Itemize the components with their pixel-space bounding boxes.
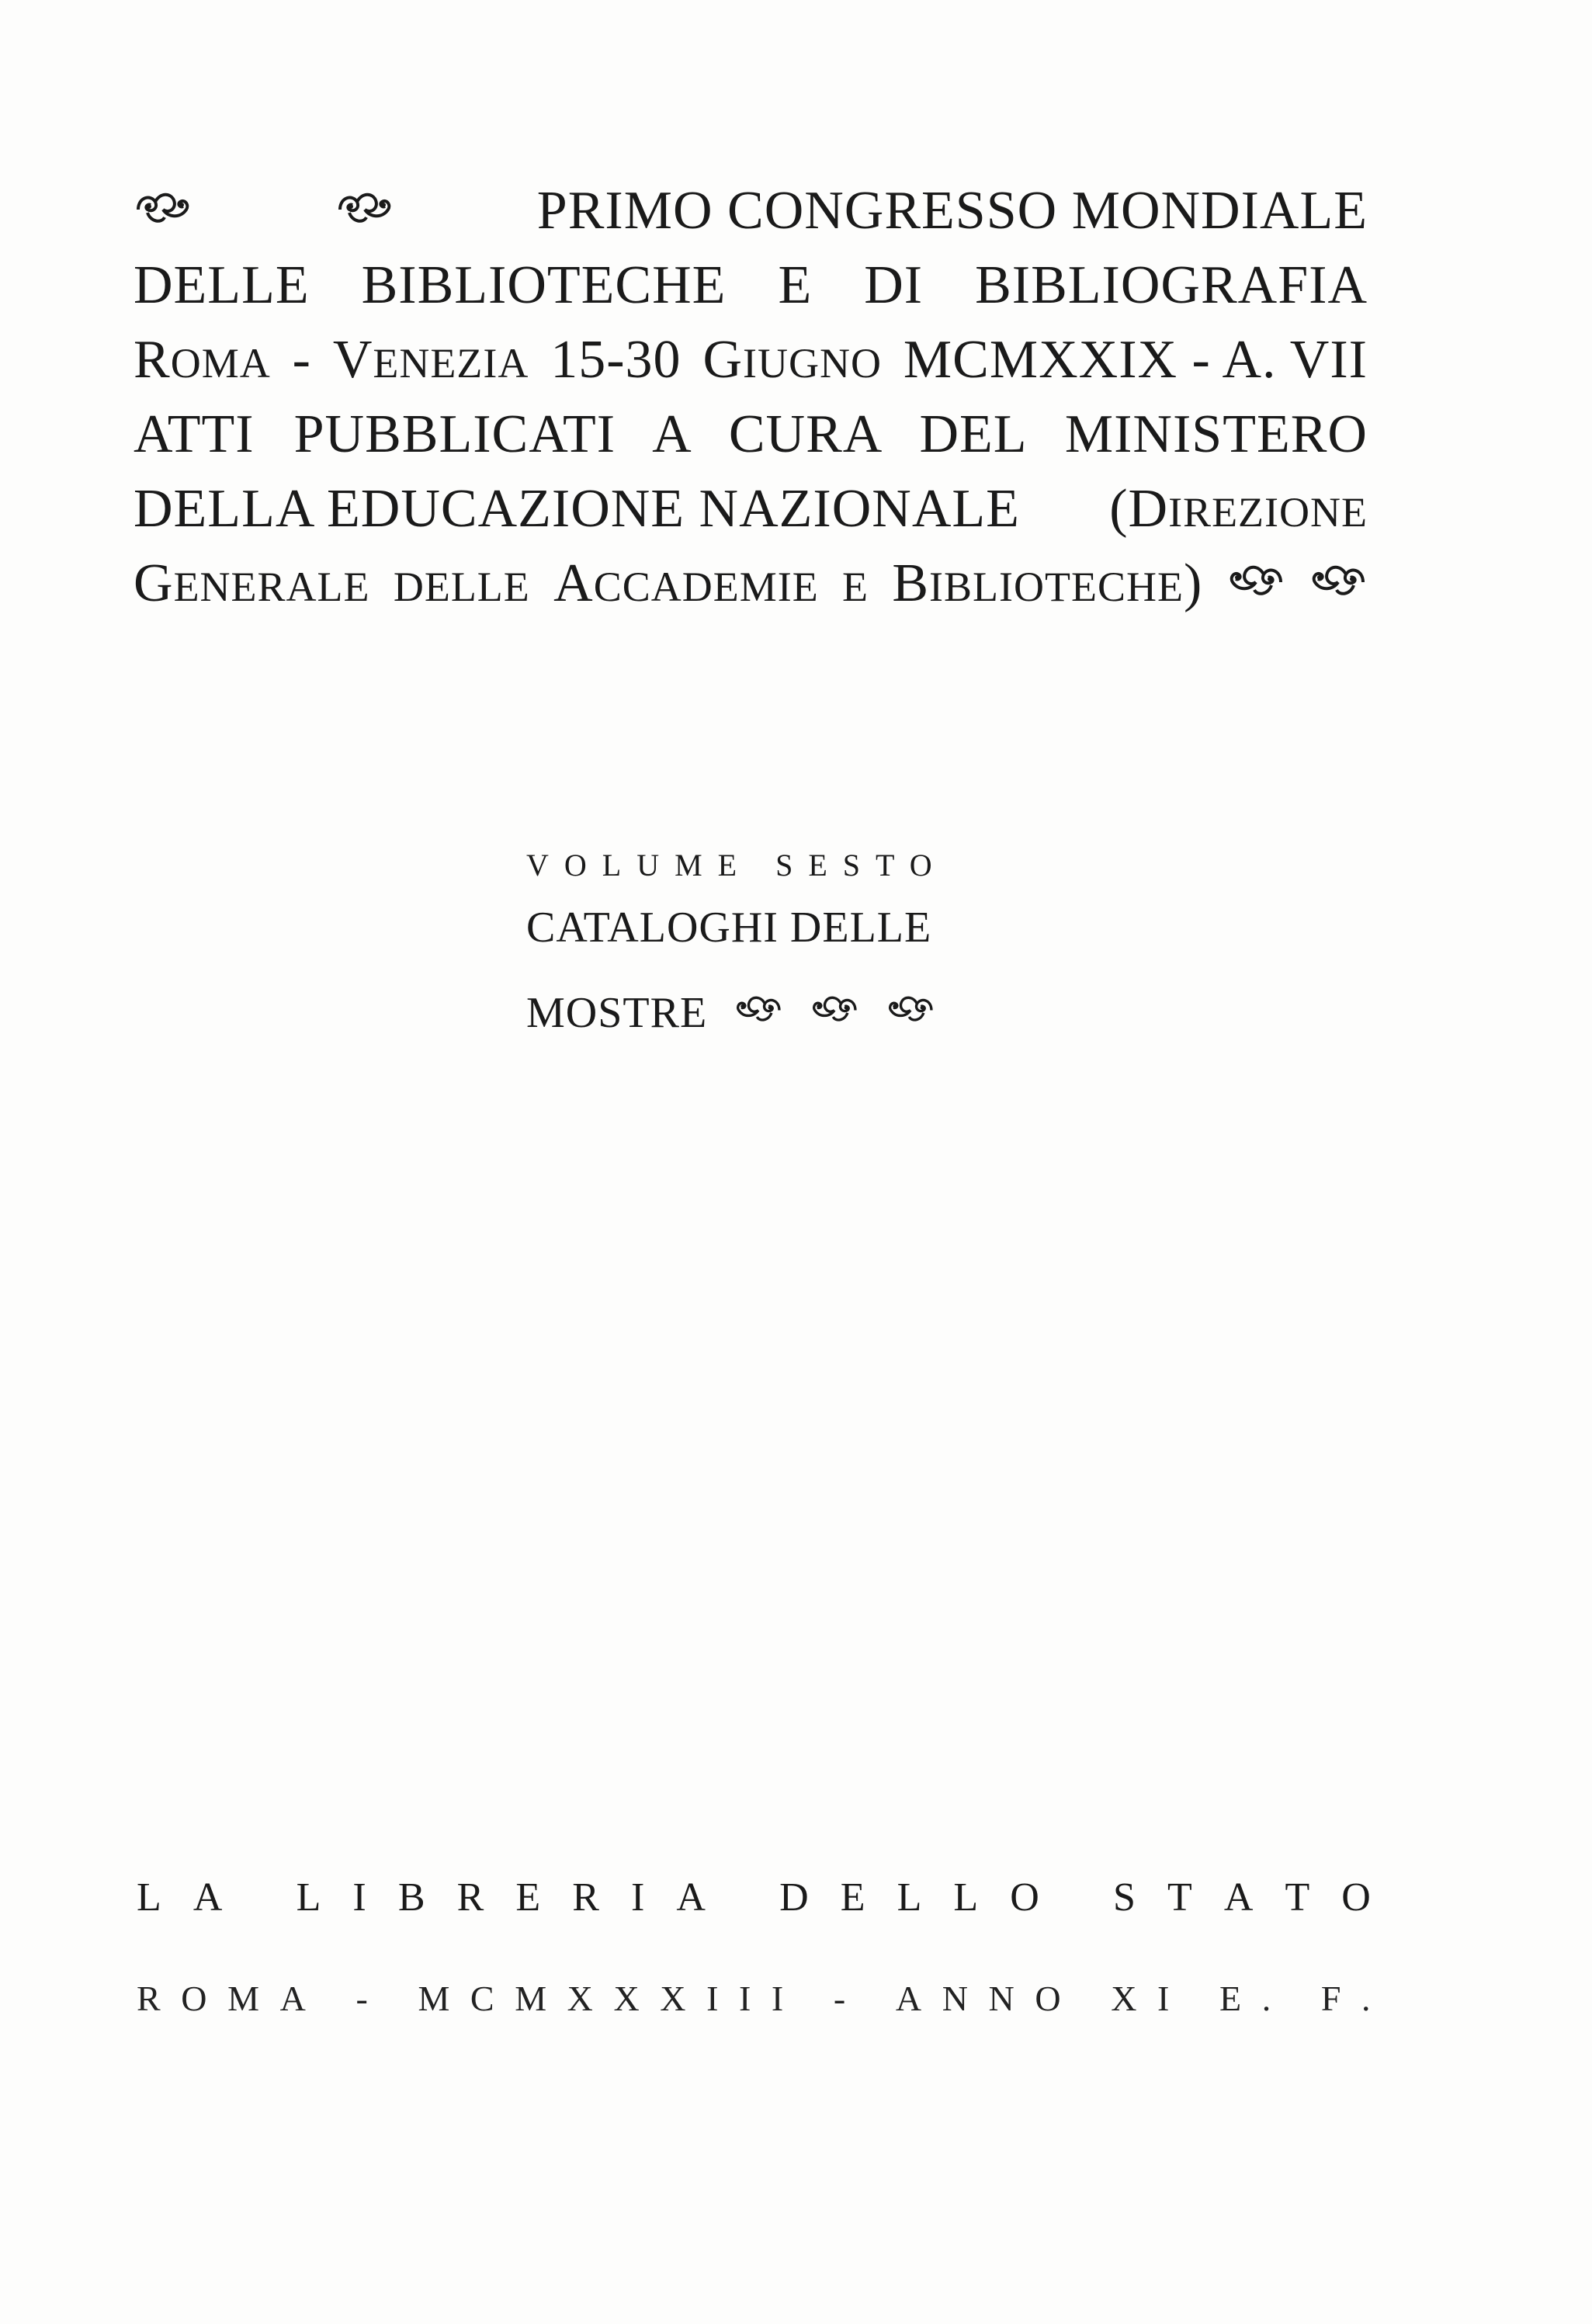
volume-label: VOLUME SESTO	[526, 848, 948, 883]
header-line-5	[134, 481, 1368, 556]
imprint-letter: T	[1167, 1875, 1192, 1920]
imprint-letter: L	[137, 1875, 161, 1920]
imprint-letter: I	[706, 1979, 719, 2018]
imprint-letter: .	[1361, 1979, 1371, 2018]
imprint-letter: O	[1341, 1875, 1371, 1920]
congress-dates: 15-30	[550, 330, 682, 390]
imprint-letter: A	[192, 1875, 223, 1920]
imprint-letter: A	[1223, 1875, 1254, 1920]
accademie-word: ACCADEMIE	[553, 553, 819, 613]
generale-word: GENERALE	[134, 553, 370, 613]
volume-section	[526, 842, 969, 1075]
imprint-letter	[388, 1972, 397, 2034]
imprint-letter: M	[515, 1979, 547, 2018]
header-library-text: DELLE BIBLIOTECHE E DI BIBLIOGRAFIA	[134, 255, 1368, 315]
imprint-letter: O	[1035, 1979, 1061, 2018]
imprint-letter: -	[833, 1979, 846, 2018]
imprint-letter: I	[352, 1875, 366, 1920]
imprint-letter: X	[1111, 1979, 1137, 2018]
place-date	[137, 1972, 1371, 2034]
imprint-letter: .	[1261, 1979, 1271, 2018]
imprint-letter	[866, 1972, 876, 2034]
month-giugno: GIUGNO	[702, 330, 883, 390]
imprint-letter	[804, 1972, 813, 2034]
imprint-letter: E	[1219, 1979, 1242, 2018]
fleuron-icon	[886, 990, 935, 1027]
imprint-letter: L	[897, 1875, 922, 1920]
fleuron-icon	[335, 186, 394, 228]
delle-word: DELLE	[393, 564, 530, 610]
header-ministry-text: DELLA EDUCAZIONE NAZIONALE	[134, 479, 1020, 539]
imprint-letter: R	[456, 1875, 484, 1920]
congress-header	[134, 183, 1368, 630]
volume-title-line-2	[526, 990, 969, 1075]
fleuron-icon	[734, 990, 783, 1027]
place-separator: -	[292, 330, 311, 390]
fleuron-icon	[810, 990, 859, 1027]
header-line-1	[134, 183, 1368, 258]
imprint-letter: C	[470, 1979, 494, 2018]
header-line-6	[134, 553, 1368, 630]
imprint-letter: R	[572, 1875, 599, 1920]
fleuron-icon	[1226, 559, 1285, 601]
imprint-letter	[254, 1871, 264, 1972]
imprint-letter: T	[1285, 1875, 1310, 1920]
e-word: E	[842, 564, 869, 610]
imprint-letter	[737, 1871, 747, 1972]
publisher-line	[137, 1871, 1371, 1972]
imprint-letter: N	[988, 1979, 1015, 2018]
publisher-name	[137, 1871, 1371, 1972]
biblioteche-word: BIBLIOTECHE)	[892, 553, 1203, 613]
direzione-word: (DIREZIONE	[1109, 479, 1368, 539]
imprint-letter: X	[567, 1979, 593, 2018]
imprint-letter: M	[227, 1979, 259, 2018]
volume-title-line-1: CATALOGHI DELLE	[526, 904, 932, 952]
imprint-letter: M	[418, 1979, 450, 2018]
header-congress-title: PRIMO CONGRESSO MONDIALE	[536, 181, 1368, 241]
place-date-line	[137, 1972, 1371, 2034]
header-atti-text: ATTI PUBBLICATI A CURA DEL MINISTERO	[134, 404, 1368, 464]
fleuron-icon	[1309, 559, 1368, 601]
header-line-4	[134, 404, 1368, 481]
header-line-2	[134, 255, 1368, 332]
imprint-letter	[1071, 1871, 1081, 1972]
imprint-letter: X	[613, 1979, 640, 2018]
imprint-letter	[1081, 1972, 1091, 2034]
imprint-letter: O	[1010, 1875, 1039, 1920]
imprint-letter: I	[630, 1875, 645, 1920]
imprint-letter	[1292, 1972, 1301, 2034]
imprint-letter: X	[660, 1979, 686, 2018]
place-venezia: VENEZIA	[332, 330, 529, 390]
imprint-letter: A	[676, 1875, 706, 1920]
imprint-section	[137, 1871, 1371, 2034]
imprint-letter	[1190, 1972, 1199, 2034]
congress-year: MCMXXIX - A. VII	[903, 330, 1368, 390]
imprint-letter: I	[1157, 1979, 1170, 2018]
imprint-letter: R	[137, 1979, 161, 2018]
imprint-letter: A	[895, 1979, 922, 2018]
imprint-letter: L	[296, 1875, 321, 1920]
imprint-letter: L	[953, 1875, 979, 1920]
imprint-letter: D	[779, 1875, 809, 1920]
imprint-letter: N	[942, 1979, 968, 2018]
imprint-letter: S	[1112, 1875, 1136, 1920]
volume-title-mostre: MOSTRE	[526, 989, 708, 1037]
imprint-letter: B	[397, 1875, 425, 1920]
imprint-letter: O	[181, 1979, 207, 2018]
imprint-letter: E	[840, 1875, 865, 1920]
imprint-letter: F	[1320, 1979, 1341, 2018]
imprint-letter: I	[771, 1979, 784, 2018]
imprint-letter: -	[356, 1979, 368, 2018]
place-roma: ROMA	[134, 330, 271, 390]
imprint-letter: I	[739, 1979, 751, 2018]
imprint-letter: E	[515, 1875, 541, 1920]
header-line-3	[134, 332, 1368, 407]
imprint-letter: A	[279, 1979, 306, 2018]
imprint-letter	[326, 1972, 335, 2034]
fleuron-icon	[134, 186, 192, 228]
